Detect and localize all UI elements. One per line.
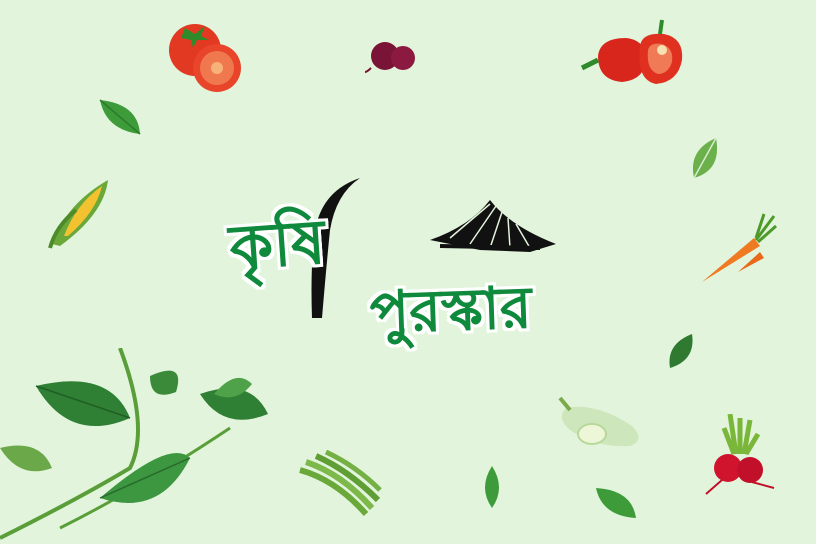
hut-icon: [420, 190, 560, 260]
leaf-icon: [688, 136, 722, 180]
leaf-icon: [480, 464, 504, 510]
leaf-icon: [98, 98, 142, 136]
carrot-icon: [698, 212, 778, 286]
green-beans-icon: [296, 450, 382, 520]
leaf-icon: [666, 332, 696, 370]
leaf-icon: [594, 486, 638, 520]
beetroot-icon: [365, 38, 421, 76]
tomato-icon: [165, 18, 247, 94]
logo-title-line-2: পুরস্কার: [368, 273, 533, 347]
logo: [200, 170, 600, 380]
radish-icon: [700, 414, 780, 498]
red-pepper-icon: [580, 16, 692, 90]
corn-icon: [46, 174, 118, 250]
zucchini-icon: [556, 394, 644, 450]
logo-title-line-1: কৃষি: [227, 204, 328, 285]
